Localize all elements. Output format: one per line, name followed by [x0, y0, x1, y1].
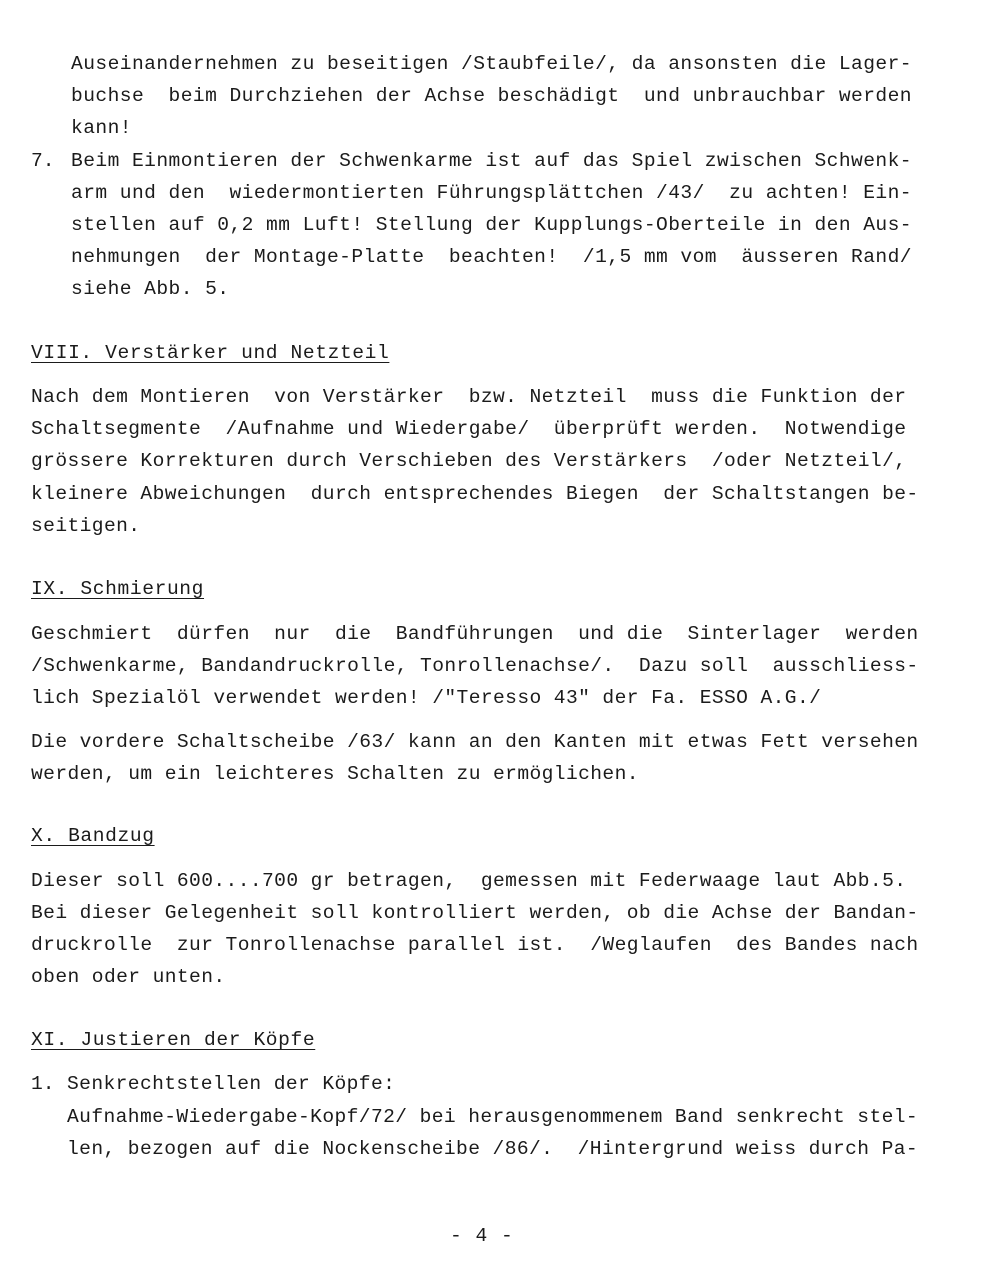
text-line: Bei dieser Gelegenheit soll kontrolliert werden, ob die Achse der Bandan- — [31, 902, 919, 924]
text-line: buchse beim Durchziehen der Achse beschädigt und unbrauchbar werden — [71, 85, 912, 107]
text-line: siehe Abb. 5. — [71, 278, 230, 300]
section-heading-x: X. Bandzug — [31, 825, 155, 847]
section-heading-viii: VIII. Verstärker und Netzteil — [31, 342, 390, 364]
page-number: - 4 - — [450, 1225, 514, 1247]
text-line: Nach dem Montieren von Verstärker bzw. Netzteil muss die Funktion der — [31, 386, 907, 408]
text-line: Auseinandernehmen zu beseitigen /Staubfeile/, da ansonsten die Lager- — [71, 53, 912, 75]
text-line: kleinere Abweichungen durch entsprechendes Biegen der Schaltstangen be- — [31, 483, 919, 505]
text-line: Aufnahme-Wiedergabe-Kopf/72/ bei herausgenommenem Band senkrecht stel- — [67, 1106, 919, 1128]
text-line: werden, um ein leichteres Schalten zu ermöglichen. — [31, 763, 639, 785]
text-line: kann! — [71, 117, 132, 139]
text-line: arm und den wiedermontierten Führungsplättchen /43/ zu achten! Ein- — [71, 182, 912, 204]
text-line: Geschmiert dürfen nur die Bandführungen und die Sinterlager werden — [31, 623, 919, 645]
text-line: Dieser soll 600....700 gr betragen, gemessen mit Federwaage laut Abb.5. — [31, 870, 907, 892]
text-line: grössere Korrekturen durch Verschieben des Verstärkers /oder Netzteil/, — [31, 450, 907, 472]
text-line: druckrolle zur Tonrollenachse parallel ist. /Weglaufen des Bandes nach — [31, 934, 919, 956]
text-line: Senkrechtstellen der Köpfe: — [67, 1073, 396, 1095]
text-line: /Schwenkarme, Bandandruckrolle, Tonrollenachse/. Dazu soll ausschliess- — [31, 655, 919, 677]
text-line: lich Spezialöl verwendet werden! /"Teresso 43" der Fa. ESSO A.G./ — [31, 687, 822, 709]
text-line: nehmungen der Montage-Platte beachten! /1,5 mm vom äusseren Rand/ — [71, 246, 912, 268]
text-line: len, bezogen auf die Nockenscheibe /86/. /Hintergrund weiss durch Pa- — [67, 1138, 919, 1160]
text-line: Die vordere Schaltscheibe /63/ kann an den Kanten mit etwas Fett versehen — [31, 731, 919, 753]
text-line: Schaltsegmente /Aufnahme und Wiedergabe/ überprüft werden. Notwendige — [31, 418, 907, 440]
list-marker: 7. — [31, 150, 55, 172]
section-heading-ix: IX. Schmierung — [31, 578, 205, 600]
text-line: seitigen. — [31, 515, 141, 537]
text-line: Beim Einmontieren der Schwenkarme ist auf das Spiel zwischen Schwenk- — [71, 150, 912, 172]
text-line: oben oder unten. — [31, 966, 226, 988]
text-line: stellen auf 0,2 mm Luft! Stellung der Kupplungs-Oberteile in den Aus- — [71, 214, 912, 236]
section-heading-xi: XI. Justieren der Köpfe — [31, 1029, 316, 1051]
list-marker: 1. — [31, 1073, 55, 1095]
